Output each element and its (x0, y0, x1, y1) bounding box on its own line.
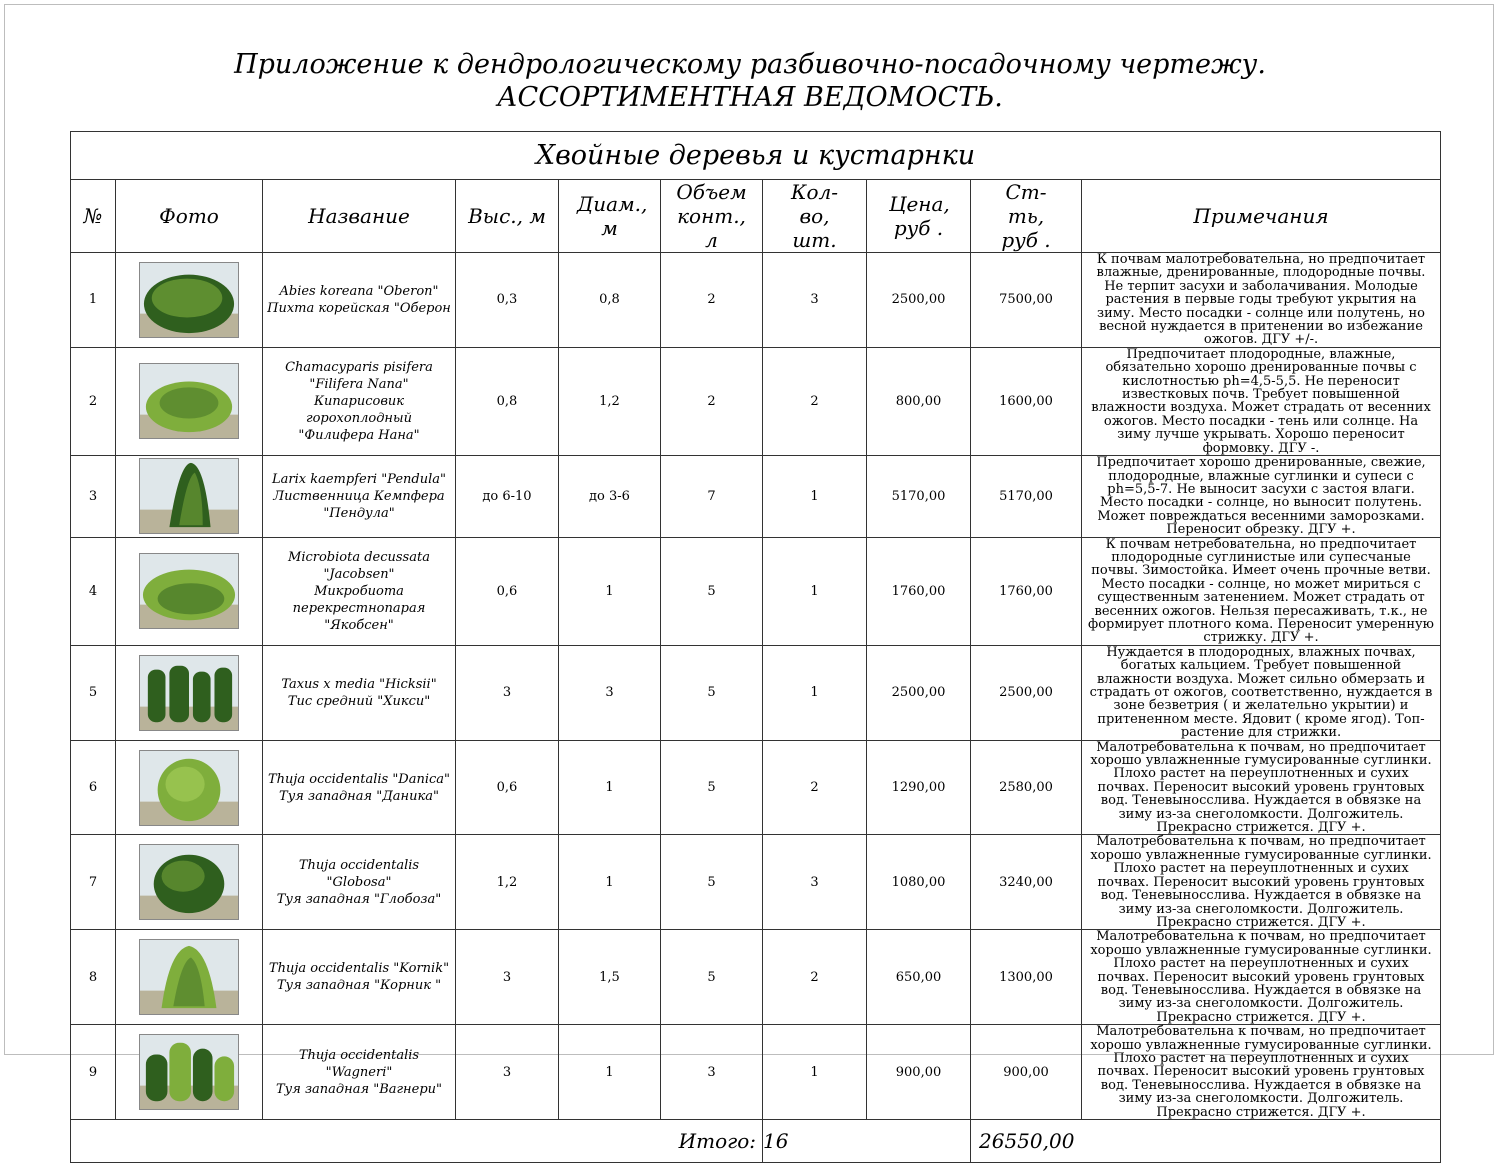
price-value: 900,00 (867, 1025, 971, 1120)
plant-name-cell (263, 537, 456, 645)
row-number: 6 (71, 740, 116, 835)
height-value: 0,6 (456, 537, 559, 645)
cost-value: 2500,00 (971, 645, 1082, 740)
col-header-notes: Примечания (1082, 180, 1441, 253)
plant-name-cell (263, 930, 456, 1025)
volume-value: 2 (661, 253, 763, 348)
cost-value: 2580,00 (971, 740, 1082, 835)
photo-cell (116, 253, 263, 348)
col-header-diam: Диам., м (559, 180, 661, 253)
diameter-value: 1 (559, 1025, 661, 1120)
col-header-qty: Кол-во, шт. (763, 180, 867, 253)
price-value: 1760,00 (867, 537, 971, 645)
assortment-table (70, 131, 1441, 1163)
col-header-cost: Ст-ть, руб . (971, 180, 1082, 253)
plant-latin-name: Thuja occidentalis "Wagneri" (298, 1047, 420, 1080)
title-line-2: АССОРТИМЕНТНАЯ ВЕДОМОСТЬ. (497, 82, 1003, 113)
quantity-value: 3 (763, 253, 867, 348)
volume-value: 7 (661, 456, 763, 537)
plant-latin-name: Chamacyparis pisifera "Filifera Nana" (285, 359, 433, 392)
plant-name-cell (263, 253, 456, 348)
plant-photo (139, 363, 239, 439)
section-title: Хвойные деревья и кустарнки (71, 132, 1441, 180)
plant-latin-name: Abies koreana "Oberon" (279, 283, 439, 299)
table-row (71, 1025, 1441, 1120)
diameter-value: 0,8 (559, 253, 661, 348)
height-value: 0,6 (456, 740, 559, 835)
height-value: 0,3 (456, 253, 559, 348)
plant-russian-name: Микробиота перекрестнопарая "Якобсен" (292, 583, 426, 633)
diameter-value: 1 (559, 835, 661, 930)
photo-cell (116, 1025, 263, 1120)
volume-value: 5 (661, 645, 763, 740)
volume-value: 3 (661, 1025, 763, 1120)
plant-name-cell (263, 645, 456, 740)
price-value: 650,00 (867, 930, 971, 1025)
plant-name-cell (263, 740, 456, 835)
row-number: 2 (71, 347, 116, 455)
table-row (71, 347, 1441, 455)
notes-text: К почвам малотребовательна, но предпочитает влажные, дренированные, плодородные почвы. Не терпит засухи и заболачивания. Молодые растения в первые годы требуют укрытия на зиму. Место посадки - солнце или полутень, но весной нуждается в притенении во избежание ожогов. ДГУ +/-. (1082, 253, 1441, 348)
price-value: 800,00 (867, 347, 971, 455)
title-line-1: Приложение к дендрологическому разбивочно-посадочному чертежу. (234, 49, 1266, 80)
height-value: 3 (456, 1025, 559, 1120)
row-number: 8 (71, 930, 116, 1025)
plant-photo (139, 939, 239, 1015)
plant-photo (139, 844, 239, 920)
col-header-name: Название (263, 180, 456, 253)
table-row (71, 835, 1441, 930)
col-header-photo: Фото (116, 180, 263, 253)
quantity-value: 1 (763, 1025, 867, 1120)
col-header-price: Цена, руб . (867, 180, 971, 253)
plant-name-cell (263, 835, 456, 930)
plant-russian-name: Пихта корейская "Оберон (267, 300, 451, 316)
plant-latin-name: Taxus x media "Hicksii" (281, 676, 437, 692)
row-number: 9 (71, 1025, 116, 1120)
plant-russian-name: Туя западная "Даника" (279, 788, 439, 804)
col-header-volume: Объем конт., л (661, 180, 763, 253)
table-body (71, 253, 1441, 1120)
col-header-height: Выс., м (456, 180, 559, 253)
plant-photo (139, 750, 239, 826)
cost-value: 1760,00 (971, 537, 1082, 645)
photo-cell (116, 835, 263, 930)
header-row (71, 180, 1441, 253)
quantity-value: 2 (763, 740, 867, 835)
table-row (71, 645, 1441, 740)
price-value: 2500,00 (867, 645, 971, 740)
row-number: 3 (71, 456, 116, 537)
plant-latin-name: Larix kaempferi "Pendula" (272, 471, 446, 487)
row-number: 7 (71, 835, 116, 930)
plant-photo (139, 655, 239, 731)
plant-russian-name: Лиственница Кемпфера "Пендула" (273, 488, 445, 521)
quantity-value: 1 (763, 537, 867, 645)
plant-latin-name: Microbiota decussata "Jacobsen" (288, 549, 430, 582)
notes-text: Малотребовательна к почвам, но предпочитает хорошо увлажненные гумусированные суглинки. Плохо растет на переуплотненных и сухих почвах. Переносит высокий уровень грунтовых вод. Теневыносслива. Нуждается в обвязке на зиму из-за снеголомкости. Долгожитель. Прекрасно стрижется. ДГУ +. (1082, 740, 1441, 835)
table-row (71, 537, 1441, 645)
volume-value: 5 (661, 835, 763, 930)
plant-name-cell (263, 347, 456, 455)
price-value: 1290,00 (867, 740, 971, 835)
price-value: 5170,00 (867, 456, 971, 537)
plant-russian-name: Туя западная "Вагнери" (276, 1081, 442, 1097)
photo-cell (116, 930, 263, 1025)
total-sum: 26550,00 (971, 1120, 1441, 1163)
diameter-value: до 3-6 (559, 456, 661, 537)
plant-russian-name: Тис средний "Хикси" (287, 693, 431, 709)
cost-value: 7500,00 (971, 253, 1082, 348)
cost-value: 5170,00 (971, 456, 1082, 537)
plant-russian-name: Туя западная "Глобоза" (276, 891, 442, 907)
cost-value: 900,00 (971, 1025, 1082, 1120)
notes-text: К почвам нетребовательна, но предпочитает плодородные суглинистые или супесчаные почвы. Зимостойка. Имеет очень прочные ветви. Место посадки - солнце, но может мириться с существенным затенением. Может страдать от весенних ожогов. Нельзя пересаживать, т.к., не формирует плотного кома. Переносит умеренную стрижку. ДГУ +. (1082, 537, 1441, 645)
volume-value: 5 (661, 537, 763, 645)
quantity-value: 1 (763, 645, 867, 740)
height-value: 3 (456, 645, 559, 740)
plant-photo (139, 458, 239, 534)
photo-cell (116, 456, 263, 537)
height-value: до 6-10 (456, 456, 559, 537)
table-row (71, 253, 1441, 348)
photo-cell (116, 645, 263, 740)
cost-value: 3240,00 (971, 835, 1082, 930)
volume-value: 2 (661, 347, 763, 455)
height-value: 1,2 (456, 835, 559, 930)
quantity-value: 2 (763, 930, 867, 1025)
diameter-value: 1,5 (559, 930, 661, 1025)
diameter-value: 1 (559, 740, 661, 835)
plant-russian-name: Туя западная "Корник " (276, 978, 442, 994)
quantity-value: 1 (763, 456, 867, 537)
price-value: 2500,00 (867, 253, 971, 348)
table-row (71, 930, 1441, 1025)
plant-latin-name: Thuja occidentalis "Danica" (267, 771, 451, 787)
total-label: Итого: (71, 1120, 763, 1163)
table-row (71, 740, 1441, 835)
total-qty: 16 (763, 1120, 971, 1163)
plant-photo (139, 262, 239, 338)
col-header-num: № (71, 180, 116, 253)
height-value: 0,8 (456, 347, 559, 455)
diameter-value: 1 (559, 537, 661, 645)
row-number: 1 (71, 253, 116, 348)
photo-cell (116, 740, 263, 835)
photo-cell (116, 537, 263, 645)
plant-name-cell (263, 456, 456, 537)
plant-name-cell (263, 1025, 456, 1120)
cost-value: 1300,00 (971, 930, 1082, 1025)
notes-text: Предпочитает плодородные, влажные, обязательно хорошо дренированные почвы с кислотностью ph=4,5-5,5. Не переносит известковых почв. Требует повышенной влажности воздуха. Может страдать от весенних ожогов. Место посадки - тень или солнце. На зиму лучше укрывать. Хорошо переносит формовку. ДГУ -. (1082, 347, 1441, 455)
plant-latin-name: Thuja occidentalis "Kornik" (268, 961, 450, 977)
row-number: 4 (71, 537, 116, 645)
plant-photo (139, 553, 239, 629)
volume-value: 5 (661, 740, 763, 835)
plant-latin-name: Thuja occidentalis "Globosa" (298, 857, 420, 890)
height-value: 3 (456, 930, 559, 1025)
totals-row (71, 1120, 1441, 1163)
quantity-value: 2 (763, 347, 867, 455)
document-title (0, 48, 1500, 114)
plant-photo (139, 1034, 239, 1110)
notes-text: Предпочитает хорошо дренированные, свежие, плодородные, влажные суглинки и супеси с ph=5,5-7. Не выносит засухи с застоя влаги. Место посадки - солнце, но выносит полутень. Может повреждаться весенними заморозками. Переносит обрезку. ДГУ +. (1082, 456, 1441, 537)
notes-text: Малотребовательна к почвам, но предпочитает хорошо увлажненные гумусированные суглинки. Плохо растет на переуплотненных и сухих почвах. Переносит высокий уровень грунтовых вод. Теневыносслива. Нуждается в обвязке на зиму из-за снеголомкости. Долгожитель. Прекрасно стрижется. ДГУ +. (1082, 1025, 1441, 1120)
notes-text: Малотребовательна к почвам, но предпочитает хорошо увлажненные гумусированные суглинки. Плохо растет на переуплотненных и сухих почвах. Переносит высокий уровень грунтовых вод. Теневыносслива. Нуждается в обвязке на зиму из-за снеголомкости. Долгожитель. Прекрасно стрижется. ДГУ +. (1082, 835, 1441, 930)
diameter-value: 1,2 (559, 347, 661, 455)
plant-russian-name: Кипарисовик горохоплодный "Филифера Нана" (298, 393, 420, 443)
price-value: 1080,00 (867, 835, 971, 930)
row-number: 5 (71, 645, 116, 740)
diameter-value: 3 (559, 645, 661, 740)
photo-cell (116, 347, 263, 455)
cost-value: 1600,00 (971, 347, 1082, 455)
notes-text: Малотребовательна к почвам, но предпочитает хорошо увлажненные гумусированные суглинки. Плохо растет на переуплотненных и сухих почвах. Переносит высокий уровень грунтовых вод. Теневыносслива. Нуждается в обвязке на зиму из-за снеголомкости. Долгожитель. Прекрасно стрижется. ДГУ +. (1082, 930, 1441, 1025)
notes-text: Нуждается в плодородных, влажных почвах, богатых кальцием. Требует повышенной влажности воздуха. Может сильно обмерзать и страдать от ожогов, соответственно, нуждается в зоне безветрия ( и желательно укрытии) и притененном месте. Ядовит ( кроме ягод). Топ-растение для стрижки. (1082, 645, 1441, 740)
table-row (71, 456, 1441, 537)
quantity-value: 3 (763, 835, 867, 930)
volume-value: 5 (661, 930, 763, 1025)
